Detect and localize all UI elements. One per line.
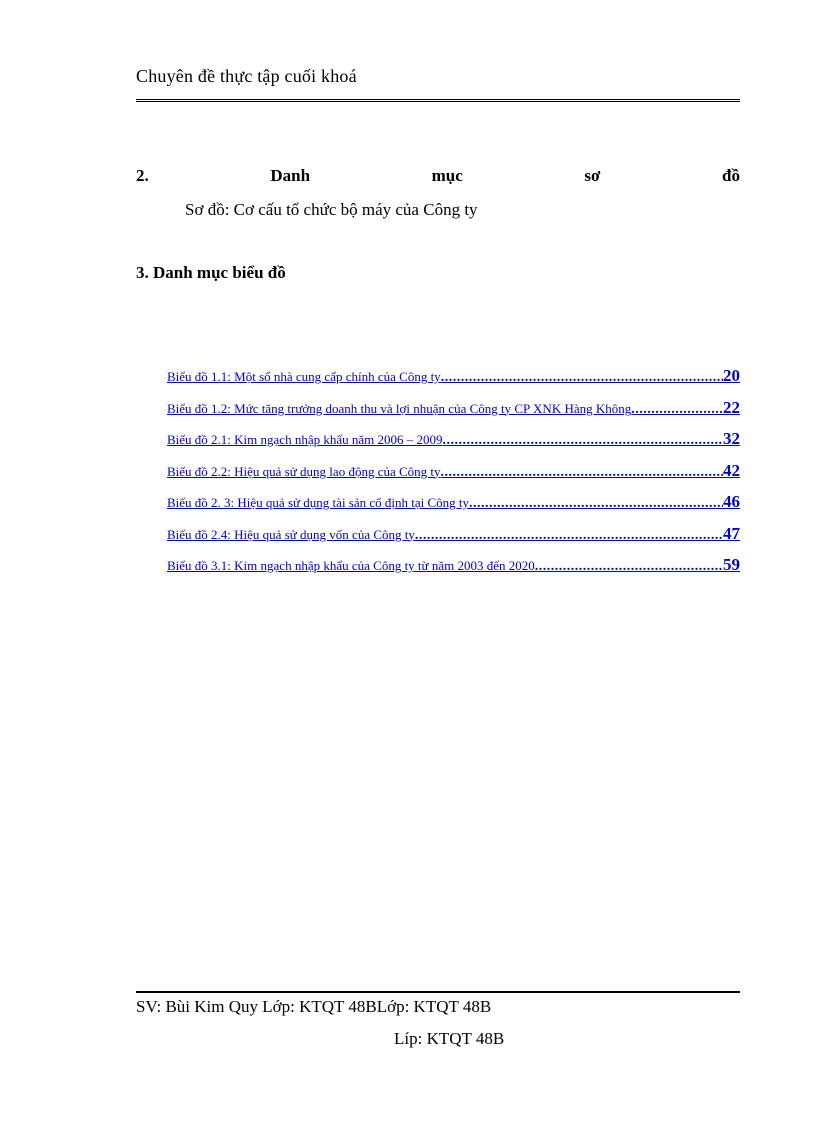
toc-page-number: 47 [723, 523, 740, 543]
toc-page-number: 59 [723, 555, 740, 574]
toc-entry-label: Biểu đồ 2.1: Kim ngạch nhập khẩu năm 2006 – 2009 [167, 432, 443, 447]
section-2-item: Sơ đồ: Cơ cấu tổ chức bộ máy của Công ty [185, 200, 478, 219]
section-2-heading [136, 166, 740, 186]
toc-entry-2-1[interactable] [167, 429, 740, 461]
toc-page-number: 20 [723, 366, 740, 385]
section-2-word: mục [431, 166, 463, 185]
toc-entry-2-4[interactable] [167, 524, 740, 556]
toc-page-number: 32 [723, 429, 740, 448]
toc-leader-dots [441, 465, 723, 481]
toc-entry-label: Biểu đồ 2.4: Hiệu quả sử dụng vốn của Công ty [167, 526, 415, 542]
page-header-title: Chuyên đề thực tập cuối khoá [136, 66, 357, 86]
toc-entry-1-1[interactable] [167, 366, 740, 398]
toc-leader-dots [535, 559, 723, 575]
section-3-heading: 3. Danh mục biểu đồ [136, 263, 286, 282]
chart-index-list [167, 366, 740, 587]
footer-student-info: SV: Bùi Kim Quy Lớp: KTQT 48BLớp: KTQT 48B [136, 997, 492, 1016]
footer-class-info: Líp: KTQT 48B [394, 1029, 505, 1048]
toc-entry-label: Biểu đồ 3.1: Kim ngạch nhập khẩu của Công ty từ năm 2003 đến 2020 [167, 558, 535, 573]
toc-entry-1-2[interactable] [167, 398, 740, 430]
toc-entry-label: Biểu đồ 1.2: Mức tăng trưởng doanh thu và lợi nhuận của Công ty CP XNK Hàng Không [167, 400, 632, 416]
toc-entry-3-1[interactable] [167, 555, 740, 587]
toc-entry-2-2[interactable] [167, 461, 740, 493]
toc-leader-dots [631, 402, 723, 418]
section-2-word: Danh [270, 166, 311, 185]
toc-entry-2-3[interactable] [167, 492, 740, 524]
section-2-word: đồ [722, 166, 740, 185]
section-2-word: 2. [136, 166, 149, 185]
toc-entry-label: Biểu đồ 1.1: Một số nhà cung cấp chính của Công ty [167, 369, 441, 384]
header-divider [136, 99, 740, 102]
toc-entry-label: Biểu đồ 2. 3: Hiệu quả sử dụng tài sản cố định tại Công ty [167, 495, 470, 510]
toc-entry-label: Biểu đồ 2.2: Hiệu quả sử dụng lao động của Công ty [167, 463, 441, 479]
section-2-word: sơ [584, 166, 601, 185]
toc-page-number: 42 [723, 460, 740, 480]
toc-leader-dots [415, 528, 723, 544]
toc-leader-dots [469, 496, 723, 512]
toc-leader-dots [443, 433, 724, 449]
toc-leader-dots [441, 370, 723, 386]
toc-page-number: 22 [723, 397, 740, 417]
footer-divider [136, 991, 740, 993]
toc-page-number: 46 [723, 492, 740, 511]
